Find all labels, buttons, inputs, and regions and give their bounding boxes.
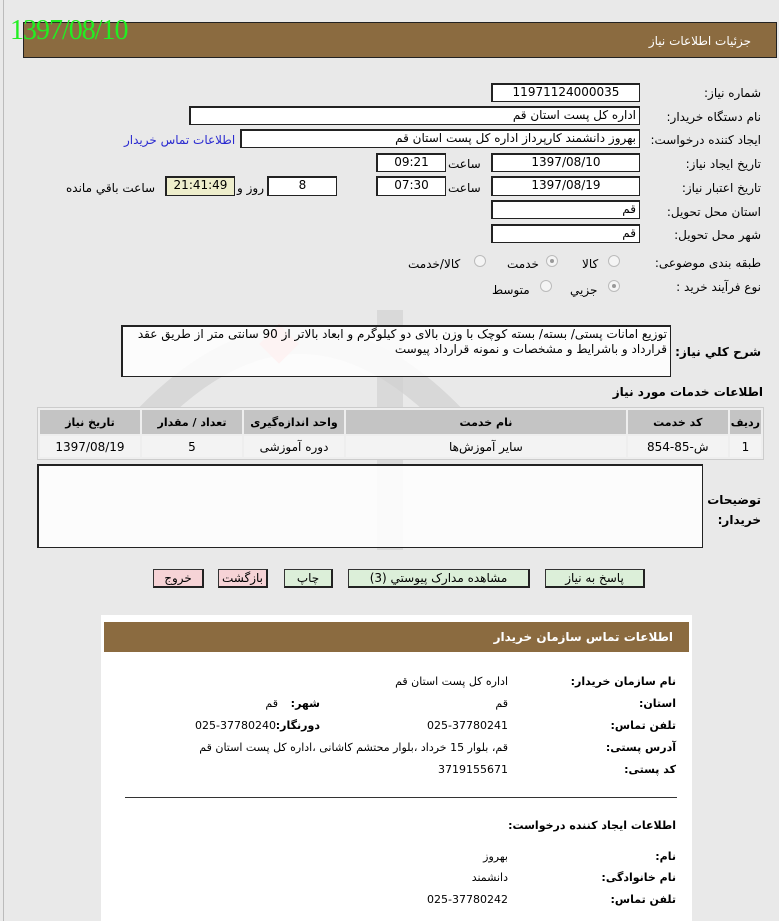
valid-date-label: تاريخ اعتبار نياز: — [681, 181, 761, 195]
category-label: طبقه بندی موضوعی: — [654, 256, 761, 270]
need-number-field[interactable]: 11971124000035 — [491, 83, 640, 102]
process-option-minor: جزيي — [570, 283, 598, 297]
creator-phone-value: 025-37780242 — [427, 893, 508, 906]
creator-label: ايجاد کننده درخواست: — [650, 133, 761, 147]
city-value: قم — [265, 697, 278, 710]
contact-header — [104, 622, 689, 652]
fax-label: دورنگار: — [275, 719, 320, 732]
divider — [125, 797, 677, 798]
exit-button[interactable]: خروج — [153, 569, 204, 588]
creator-section-title: اطلاعات ايجاد کننده درخواست: — [508, 819, 676, 832]
cell-unit: دوره آموزشی — [244, 436, 344, 457]
days-field[interactable]: 8 — [267, 176, 337, 196]
need-number-label: شماره نياز: — [704, 86, 761, 100]
postal-label: کد پستی: — [624, 763, 676, 776]
category-option-both: کالا/خدمت — [408, 257, 461, 271]
org-label: نام سازمان خريدار: — [570, 675, 676, 688]
table-header-row — [40, 410, 761, 434]
remaining-label: ساعت باقي مانده — [66, 181, 156, 195]
buyer-notes-label: توضيحات خريدار: — [707, 493, 761, 527]
days-label: روز و — [237, 181, 264, 195]
category-radio-both[interactable] — [474, 255, 486, 267]
description-textarea[interactable]: توزيع امانات پستی/ بسته/ بسته کوچک با وزن بالای دو کيلوگرم و ابعاد بالاتر از 90 سانتی متر از طريق عقد قرارداد و باشرايط و مشخصات و نمونه قرارداد پيوست — [121, 325, 671, 377]
col-unit: واحد اندازه‌گيری — [244, 410, 344, 434]
province-label: استان: — [639, 697, 676, 710]
attachments-button[interactable]: مشاهده مدارک پيوستي (3) — [348, 569, 530, 588]
province-field[interactable]: قم — [491, 200, 640, 219]
print-button[interactable]: چاپ — [284, 569, 333, 588]
buyer-org-field[interactable]: اداره کل پست استان قم — [189, 106, 640, 125]
fax-value: 025-37780240 — [195, 719, 276, 732]
page-title: جزئيات اطلاعات نياز — [648, 34, 751, 48]
valid-date-field[interactable]: 1397/08/19 — [491, 176, 640, 196]
col-qty: تعداد / مقدار — [142, 410, 242, 434]
buyer-notes-textarea[interactable] — [37, 464, 703, 548]
contact-panel — [101, 615, 692, 921]
cell-row: 1 — [730, 436, 761, 457]
created-time-label: ساعت — [448, 157, 481, 171]
city-field[interactable]: قم — [491, 224, 640, 243]
col-date: تاريخ نياز — [40, 410, 140, 434]
table-row — [40, 436, 761, 457]
province-value: قم — [495, 697, 508, 710]
reply-button[interactable]: پاسخ به نياز — [545, 569, 645, 588]
contact-title: اطلاعات تماس سازمان خريدار — [493, 630, 673, 644]
buyer-contact-link[interactable]: اطلاعات تماس خريدار — [124, 133, 236, 147]
province-label: استان محل تحويل: — [666, 205, 761, 219]
cell-name: ساير آموزش‌ها — [346, 436, 626, 457]
process-radio-minor[interactable] — [608, 280, 620, 292]
header-bar — [23, 22, 777, 58]
valid-time-label: ساعت — [448, 181, 481, 195]
creator-field[interactable]: بهروز دانشمند کارپرداز اداره کل پست استان قم — [240, 129, 640, 148]
created-time-field[interactable]: 09:21 — [376, 153, 446, 172]
col-name: نام خدمت — [346, 410, 626, 434]
name-value: بهروز — [483, 850, 508, 863]
cell-date: 1397/08/19 — [40, 436, 140, 457]
address-label: آدرس پستی: — [605, 741, 676, 754]
services-table-wrap — [37, 407, 764, 460]
col-code: کد خدمت — [628, 410, 728, 434]
category-option-service: خدمت — [507, 257, 539, 271]
process-label: نوع فرآيند خريد : — [676, 280, 761, 294]
category-option-goods: کالا — [582, 257, 599, 271]
remaining-time-field: 21:41:49 — [165, 176, 235, 196]
cell-qty: 5 — [142, 436, 242, 457]
category-radio-goods[interactable] — [608, 255, 620, 267]
phone-value: 025-37780241 — [427, 719, 508, 732]
name-label: نام: — [655, 850, 676, 863]
col-row: رديف — [730, 410, 761, 434]
family-value: دانشمند — [471, 871, 508, 884]
creator-phone-label: تلفن تماس: — [610, 893, 676, 906]
services-table — [38, 408, 763, 459]
phone-label: تلفن تماس: — [610, 719, 676, 732]
process-radio-medium[interactable] — [540, 280, 552, 292]
buyer-org-label: نام دستگاه خريدار: — [666, 110, 761, 124]
city-label: شهر: — [290, 697, 320, 710]
process-option-medium: متوسط — [492, 283, 530, 297]
category-radio-service[interactable] — [546, 255, 558, 267]
postal-value: 3719155671 — [438, 763, 508, 776]
left-border — [3, 0, 4, 921]
address-value: قم، بلوار 15 خرداد ،بلوار محتشم کاشانی ،اداره کل پست استان قم — [199, 741, 508, 754]
services-title: اطلاعات خدمات مورد نياز — [612, 385, 763, 399]
date-stamp: 1397/08/10 — [10, 15, 128, 46]
org-value: اداره کل پست استان قم — [395, 675, 508, 688]
created-date-label: تاريخ ايجاد نياز: — [685, 157, 761, 171]
back-button[interactable]: بازگشت — [218, 569, 268, 588]
valid-time-field[interactable]: 07:30 — [376, 176, 446, 196]
family-label: نام خانوادگی: — [601, 871, 676, 884]
created-date-field[interactable]: 1397/08/10 — [491, 153, 640, 172]
description-label: شرح کلي نياز: — [675, 345, 761, 359]
cell-code: ش-85-854 — [628, 436, 728, 457]
city-label: شهر محل تحويل: — [674, 228, 761, 242]
